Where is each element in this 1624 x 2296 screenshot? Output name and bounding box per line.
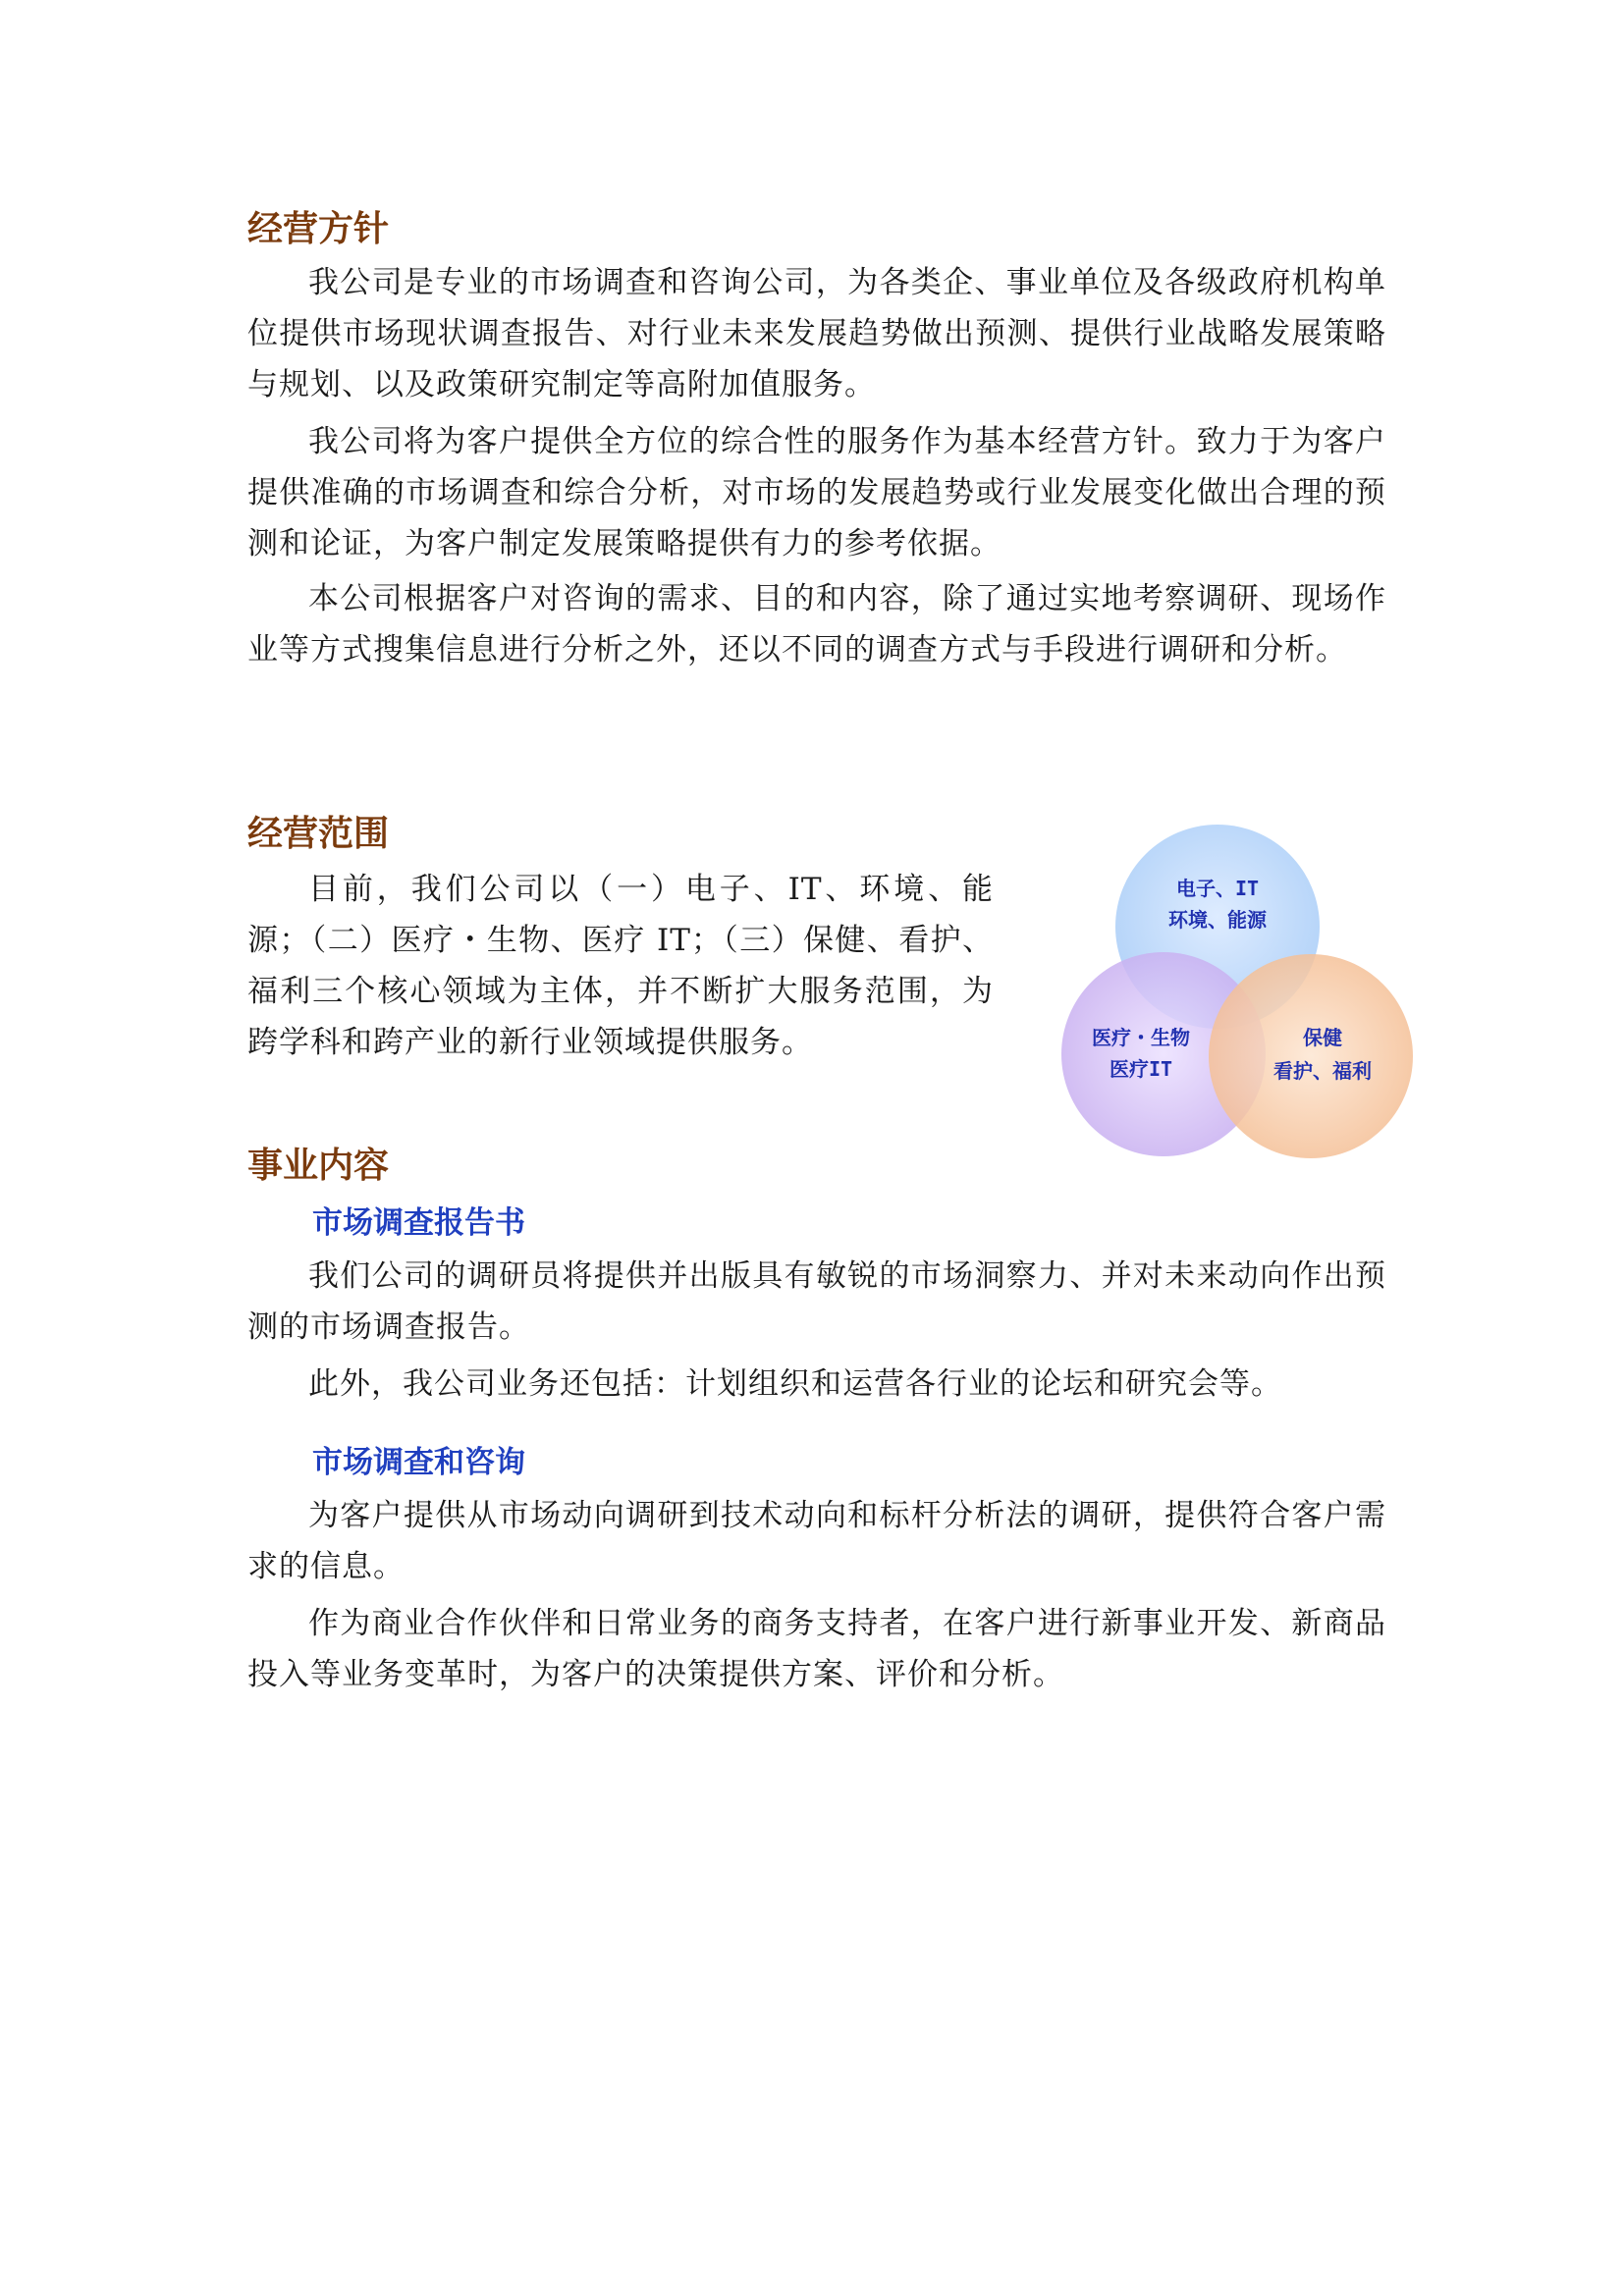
subtitle-market-report: 市场调查报告书	[312, 1205, 525, 1241]
scope-paragraph: 目前，我们公司以（一）电子、IT、环境、能源；（二）医疗・生物、医疗 IT；（三）保健、看护、福利三个核心领域为主体，并不断扩大服务范围，为跨学科和跨产业的新行业领域提供服务。	[247, 872, 994, 1060]
market-consulting-paragraph-2: 作为商业合作伙伴和日常业务的商务支持者，在客户进行新事业开发、新商品投入等业务变革时，为客户的决策提供方案、评价和分析。	[247, 1606, 1386, 1692]
section-title-scope: 经营范围	[247, 814, 390, 854]
venn-label-health-2: 看护、福利	[1273, 1059, 1372, 1083]
section-title-business: 事业内容	[247, 1146, 390, 1186]
section-title-policy: 经营方针	[247, 209, 390, 249]
subtitle-market-consulting: 市场调查和咨询	[312, 1445, 525, 1480]
venn-label-electronics-2: 环境、能源	[1168, 908, 1267, 932]
market-consulting-paragraph-1: 为客户提供从市场动向调研到技术动向和标杆分析法的调研，提供符合客户需求的信息。	[247, 1498, 1386, 1584]
venn-label-medical-1: 医疗・生物	[1092, 1026, 1190, 1049]
venn-label-health-1: 保健	[1303, 1026, 1342, 1049]
venn-diagram	[1031, 821, 1414, 1174]
market-report-paragraph-1: 我们公司的调研员将提供并出版具有敏锐的市场洞察力、并对未来动向作出预测的市场调查报告。	[247, 1258, 1386, 1345]
policy-paragraph-3: 本公司根据客户对咨询的需求、目的和内容，除了通过实地考察调研、现场作业等方式搜集信息进行分析之外，还以不同的调查方式与手段进行调研和分析。	[247, 581, 1386, 667]
policy-paragraph-1: 我公司是专业的市场调查和咨询公司，为各类企、事业单位及各级政府机构单位提供市场现状调查报告、对行业未来发展趋势做出预测、提供行业战略发展策略与规划、以及政策研究制定等高附加值服务。	[247, 265, 1386, 402]
venn-label-medical-2: 医疗IT	[1109, 1057, 1173, 1081]
venn-circle-health	[1209, 954, 1413, 1158]
policy-paragraph-2: 我公司将为客户提供全方位的综合性的服务作为基本经营方针。致力于为客户提供准确的市场调查和综合分析，对市场的发展趋势或行业发展变化做出合理的预测和论证，为客户制定发展策略提供有力的参考依据。	[247, 424, 1386, 561]
venn-label-electronics-1: 电子、IT	[1175, 877, 1260, 900]
market-report-paragraph-2: 此外，我公司业务还包括：计划组织和运营各行业的论坛和研究会等。	[308, 1366, 1282, 1402]
